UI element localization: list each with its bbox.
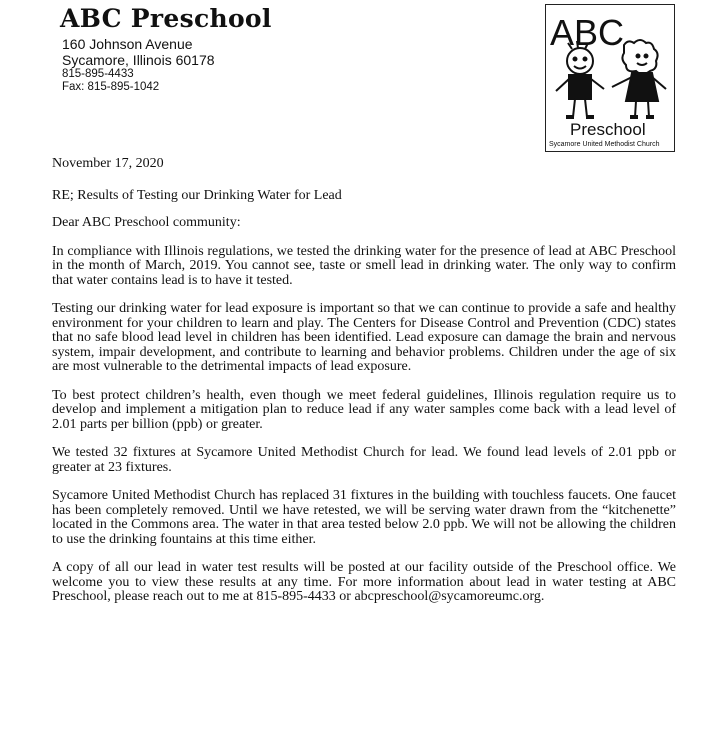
letter-salutation: Dear ABC Preschool community: <box>52 215 241 230</box>
paragraph-mitigation: Sycamore United Methodist Church has replaced 31 fixtures in the building with touchless faucets. One faucet has been completely removed. Until we have retested, we will be serving water drawn from the “kitchenette” located in the Commons area. The water in that area tested below 2.0 ppb. We will not be allowing the children to use the drinking fountains at this time either. <box>52 488 676 547</box>
letter-date: November 17, 2020 <box>52 156 164 171</box>
logo-abc-text: ABC <box>550 12 625 53</box>
paragraph-results: We tested 32 fixtures at Sycamore United Methodist Church for lead. We found lead levels of 2.01 ppb or greater at 23 fixtures. <box>52 445 676 475</box>
paragraph-compliance: In compliance with Illinois regulations, we tested the drinking water for the presence of lead at ABC Preschool in the month of March, 2019. You cannot see, taste or smell lead in drinking water. The only way to confirm that water contains lead is to have it tested. <box>52 243 676 288</box>
street-address: 160 Johnson Avenue <box>62 36 193 52</box>
logo-church-caption: Sycamore United Methodist Church <box>549 141 660 148</box>
preschool-logo <box>545 4 675 152</box>
paragraph-contact: A copy of all our lead in water test results will be posted at our facility outside of the Preschool office. We welcome you to view these results at any time. For more information about lead in water testing at ABC Preschool, please reach out to me at 815-895-4433 or abcpreschool@sycamoreumc.org. <box>52 560 676 604</box>
paragraph-regulation: To best protect children’s health, even though we meet federal guidelines, Illinois regulation require us to develop and implement a mitigation plan to reduce lead if any water samples come back with a lead level of 2.01 parts per billion (ppb) or greater. <box>52 387 676 432</box>
logo-drawing <box>546 5 673 150</box>
logo-preschool-text: Preschool <box>570 120 646 139</box>
city-state-zip: Sycamore, Illinois 60178 <box>62 52 215 68</box>
letter-body <box>52 152 676 605</box>
phone-number: 815-895-4433 <box>62 68 134 80</box>
letter-subject: RE; Results of Testing our Drinking Water for Lead <box>52 187 342 203</box>
letterhead <box>60 4 272 94</box>
paragraph-importance: Testing our drinking water for lead exposure is important so that we can continue to provide a safe and healthy environment for your children to learn and play. The Centers for Disease Control and Prevention (CDC) states that no safe blood lead level in children has been identified. Lead exposure can damage the brain and nervous system, impair development, and contribute to learning and behavior problems. Children under the age of six are most vulnerable to the detrimental impacts of lead exposure. <box>52 301 676 374</box>
org-name: ABC Preschool <box>60 4 272 33</box>
fax-number: Fax: 815-895-1042 <box>62 81 160 93</box>
